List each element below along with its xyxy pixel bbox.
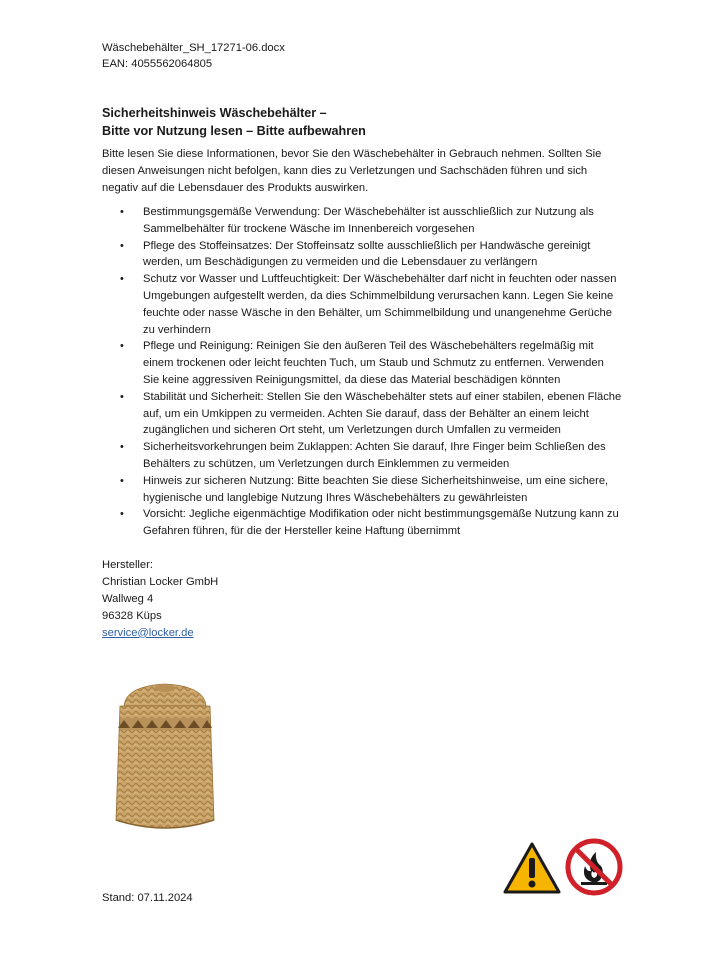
bullet-icon: •	[120, 340, 124, 353]
bullet-icon: •	[120, 239, 124, 252]
document-meta	[102, 41, 285, 72]
document-date: Stand: 07.11.2024	[102, 892, 193, 904]
list-item	[102, 204, 622, 238]
list-item	[102, 271, 622, 338]
manufacturer-city: 96328 Küps	[102, 609, 162, 622]
list-item-text: Pflege und Reinigung: Reinigen Sie den äußeren Teil des Wäschebehälters regelmäßig mit einem trockenen oder leicht feuchten Tuch, um Staub und Schmutz zu entfernen. Verwenden Sie keine aggressiven Reinigungsmittel, da diese das Material beschädigen könnten	[143, 340, 604, 386]
bullet-icon: •	[120, 474, 124, 487]
list-item	[102, 389, 622, 439]
manufacturer-label: Hersteller:	[102, 559, 153, 571]
bullet-icon: •	[120, 273, 124, 286]
no-open-flame-icon	[565, 838, 623, 896]
list-item	[102, 238, 622, 272]
list-item	[102, 439, 622, 473]
warning-triangle-icon	[503, 842, 561, 894]
list-item-text: Hinweis zur sicheren Nutzung: Bitte beachten Sie diese Sicherheitshinweise, um eine sichere, hygienische und langlebige Nutzung Ihres Wäschebehälters zu gewährleisten	[143, 474, 609, 504]
list-item	[102, 506, 622, 540]
intro-paragraph: Bitte lesen Sie diese Informationen, bevor Sie den Wäschebehälter in Gebrauch nehmen. Sollten Sie diesen Anweisungen nicht befolgen, kann dies zu Verletzungen und Sachschäden führen und sich negativ auf die Lebensdauer des Produkts auswirken.	[102, 148, 602, 194]
manufacturer-company: Christian Locker GmbH	[102, 575, 219, 588]
list-item-text: Schutz vor Wasser und Luftfeuchtigkeit: Der Wäschebehälter darf nicht in feuchten oder nassen Umgebungen aufgestellt werden, da dies Schimmelbildung verursachen kann. Legen Sie keine feuchte oder nasse Wäsche in den Behälter, um Schimmelbildung und unangenehme Gerüche zu verhindern	[143, 273, 617, 336]
bullet-icon: •	[120, 390, 124, 403]
title-line-2: Bitte vor Nutzung lesen – Bitte aufbewahren	[102, 124, 366, 138]
manufacturer-street: Wallweg 4	[102, 592, 154, 605]
list-item-text: Sicherheitsvorkehrungen beim Zuklappen: Achten Sie darauf, Ihre Finger beim Schließen des Behälters zu schützen, um Verletzungen durch Einklemmen zu vermeiden	[143, 441, 606, 470]
bullet-icon: •	[120, 508, 124, 521]
manufacturer-block	[102, 557, 218, 642]
manufacturer-email-link[interactable]: service@locker.de	[102, 626, 194, 639]
bullet-icon: •	[120, 206, 124, 218]
document-filename: Wäschebehälter_SH_17271-06.docx	[102, 42, 285, 54]
list-item-text: Pflege des Stoffeinsatzes: Der Stoffeinsatz sollte ausschließlich per Handwäsche gereinigt werden, um Beschädigungen zu vermeiden und die Lebensdauer zu verlängern	[143, 239, 591, 269]
safety-rules-list	[102, 204, 622, 540]
ean-code: EAN: 4055562064805	[102, 57, 213, 70]
list-item-text: Stabilität und Sicherheit: Stellen Sie den Wäschebehälter stets auf einer stabilen, ebenen Fläche auf, um ein Umkippen zu vermeiden. Achten Sie darauf, dass der Behälter an einem leicht zugänglichen und sicheren Ort steht, um Verletzungen durch Umfallen zu vermeiden	[143, 390, 622, 437]
bullet-icon: •	[120, 441, 124, 454]
page-title	[102, 104, 622, 140]
title-line-1: Sicherheitshinweis Wäschebehälter –	[102, 106, 327, 120]
list-item-text: Bestimmungsgemäße Verwendung: Der Wäschebehälter ist ausschließlich zur Nutzung als Sammelbehälter für trockene Wäsche im Innenbereich vorgesehen	[143, 206, 594, 235]
list-item	[102, 473, 622, 507]
list-item	[102, 338, 622, 388]
list-item-text: Vorsicht: Jegliche eigenmächtige Modifikation oder nicht bestimmungsgemäße Nutzung kann zu Gefahren führen, für die der Hersteller keine Haftung übernimmt	[143, 508, 619, 538]
woven-laundry-basket-image	[110, 680, 220, 836]
